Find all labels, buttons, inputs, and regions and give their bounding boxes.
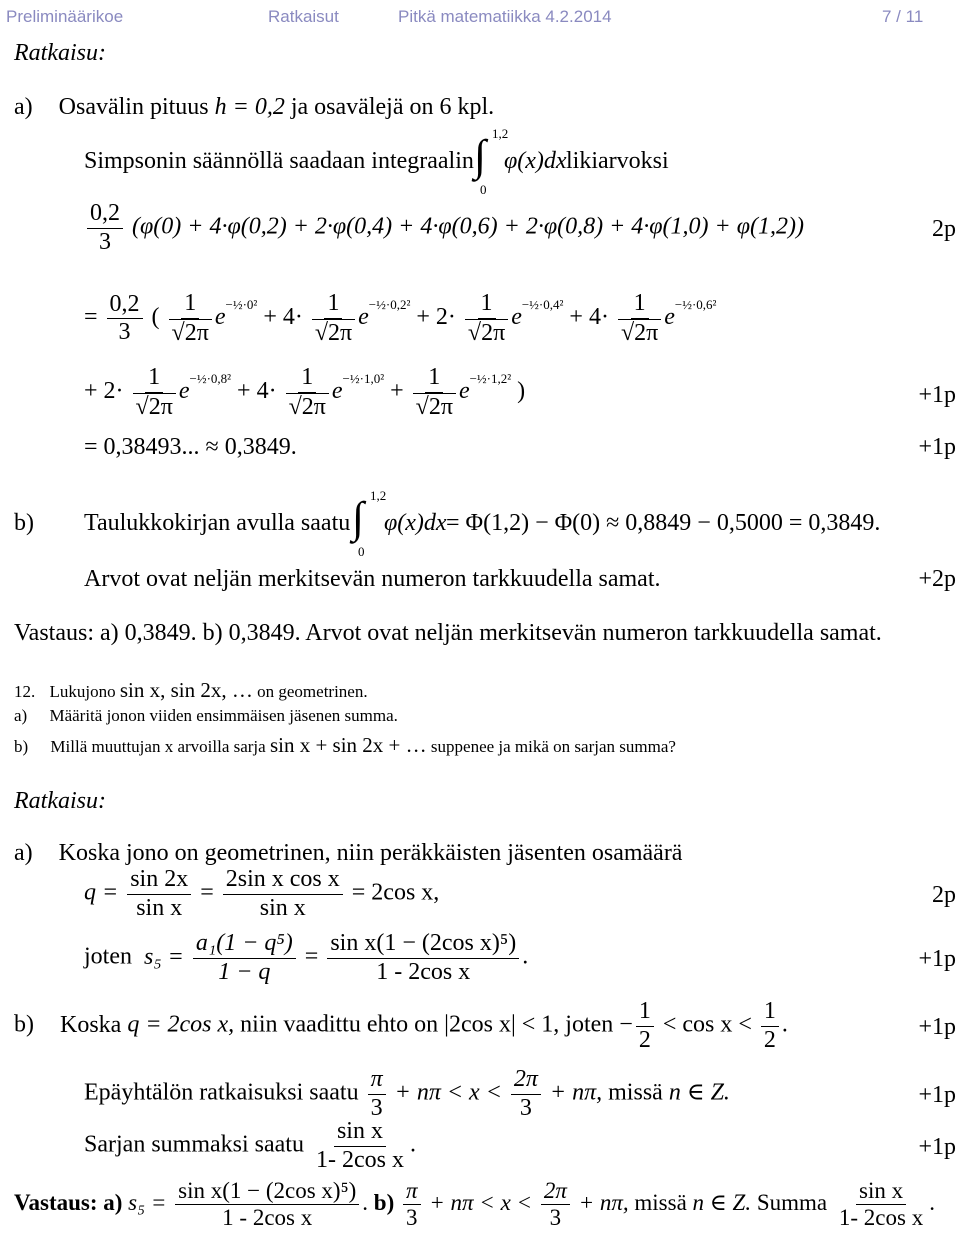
simpson-fraction: $\frac{0,2}{3}$ xyxy=(87,200,123,256)
ratio-formula: q = $\frac{\sin 2x}{\text{sin x}}$ = $\frac{\text{2sin x cos x}}{\text{sin x}}$ = 2cos x, xyxy=(84,866,440,921)
solution-heading: Ratkaisu: xyxy=(14,788,106,814)
numeric-result: = 0,38493... ≈ 0,3849. xyxy=(84,434,297,460)
header-section: Ratkaisut xyxy=(268,7,339,26)
part-a-text: a) Koska jono on geometrinen, niin peräkkäisten jäsenten osamäärä xyxy=(14,840,683,866)
integrand: φ(x)dx xyxy=(384,510,447,536)
sum-formula: joten s₅ = $\frac{\text{a₁(1 − q⁵)}}{1 - q}$ = $\frac{\text{sin x(1 − (2cos x)⁵)}}{\text{1 - 2cos x}}$ . xyxy=(84,930,529,985)
integral-lower-limit: 0 xyxy=(480,182,487,197)
simpson-formula xyxy=(84,200,804,256)
part-a-label: a) xyxy=(14,94,33,120)
points-label: +1p xyxy=(918,1134,956,1160)
solution-heading: Ratkaisu: xyxy=(14,40,106,66)
final-answer: Vastaus: a) s₅ = $\frac{\text{sin x(1 − (2cos x)⁵)}}{\text{1 - 2cos x}}$ . b) $\frac{\pi}{3}$ + nπ < x < $\frac{2\pi}{3}$ + nπ, missä n ∈ Z. Summa $\frac{\text{sin x}}{\text{1- 2cos x}}$ . xyxy=(14,1178,935,1231)
interval-text: Osavälin pituus xyxy=(58,94,209,120)
table-text: Taulukkokirjan avulla saatu xyxy=(84,510,351,536)
integral-upper-limit: 1,2 xyxy=(492,126,509,141)
points-label: +1p xyxy=(918,1082,956,1108)
accuracy-note: Arvot ovat neljän merkitsevän numeron tarkkuudella samat. xyxy=(84,566,661,592)
task-12-a: a) Määritä jonon viiden ensimmäisen jäsenen summa. xyxy=(14,706,398,725)
h-value: h = 0,2 xyxy=(214,94,285,120)
table-result: = Φ(1,2) − Φ(0) ≈ 0,8849 − 0,5000 = 0,3849. xyxy=(446,510,881,536)
approx-word: likiarvoksi xyxy=(566,148,669,174)
header-course: Pitkä matematiikka 4.2.2014 xyxy=(398,7,612,26)
header-page-number: 7 / 11 xyxy=(882,7,924,26)
points-label: +1p xyxy=(918,434,956,460)
expansion-line-1: = $\frac{0,2}{3}$ ( $\frac{1}{√2\pi}$ $e^{-\frac{1}{2}\cdot 0^2} + 4\cdot$ $\frac{1}{√2\pi}$ $e^{-\frac{1}{2}\cdot 0,2^2} + 2\cdot$ $\frac{1}{√2\pi}$ $e^{-\frac{1}{2}\cdot 0,4^2} + 4\cdot$ $\frac{1}{√2\pi}$ $e^{-\frac{1}{2}\cdot 0,6^2}$ xyxy=(84,290,717,346)
page-header xyxy=(0,0,960,34)
part-b-label: b) xyxy=(14,510,34,536)
expansion-line-2: + 2· $\frac{1}{√2\pi}$ $e^{-\frac{1}{2}\cdot 0,8^2} + 4\cdot$ $\frac{1}{√2\pi}$ $e^{-\frac{1}{2}\cdot 1,0^2}$ + $\frac{1}{√2\pi}$ $e^{-\frac{1}{2}\cdot 1,2^2}$ ) xyxy=(84,364,526,420)
points-label: +1p xyxy=(918,1014,956,1040)
answer-line: Vastaus: a) 0,3849. b) 0,3849. Arvot ovat neljän merkitsevän numeron tarkkuudella samat. xyxy=(14,620,882,646)
points-label: +1p xyxy=(918,946,956,972)
part-a-line xyxy=(14,94,494,121)
integrand: φ(x)dx xyxy=(504,148,567,174)
points-label: 2p xyxy=(932,216,956,242)
header-title: Preliminäärikoe xyxy=(6,7,124,26)
task-12-b: b) Millä muuttujan x arvoilla sarja sin x + sin 2x + … suppenee ja mikä on sarjan summa? xyxy=(14,733,676,757)
integral-symbol: ∫ 1,2 0 xyxy=(352,488,387,559)
simpson-text: Simpsonin säännöllä saadaan integraalin xyxy=(84,148,474,174)
intervals-count: ja osavälejä on 6 kpl. xyxy=(290,94,495,120)
part-b-line xyxy=(14,488,914,562)
series: sin x + sin 2x + … xyxy=(269,733,427,757)
series-sum: Sarjan summaksi saatu $\frac{\text{sin x}}{\text{1- 2cos x}}$ . xyxy=(84,1118,416,1173)
points-label: 2p xyxy=(932,882,956,908)
inequality-solution: Epäyhtälön ratkaisuksi saatu $\frac{\pi}{3}$ + nπ < x < $\frac{2\pi}{3}$ + nπ, missä n ∈ Z. xyxy=(84,1066,730,1121)
points-label: +1p xyxy=(918,382,956,408)
task-number: 12. xyxy=(14,682,36,701)
simpson-sum: (φ(0) + 4·φ(0,2) + 2·φ(0,4) + 4·φ(0,6) + 2·φ(0,8) + 4·φ(1,0) + φ(1,2)) xyxy=(132,213,804,240)
integral-symbol: ∫ 1,2 0 xyxy=(474,126,509,197)
sequence: sin x, sin 2x, … xyxy=(119,678,253,702)
part-b-condition: b) Koska q = 2cos x, niin vaadittu ehto on |2cos x| < 1, joten − $\frac{1}{2}$ < cos x < $\frac{1}{2}$ . xyxy=(14,998,788,1053)
task-12-intro: 12. Lukujono sin x, sin 2x, … on geometrinen. xyxy=(14,678,368,702)
points-label: +2p xyxy=(918,566,956,592)
